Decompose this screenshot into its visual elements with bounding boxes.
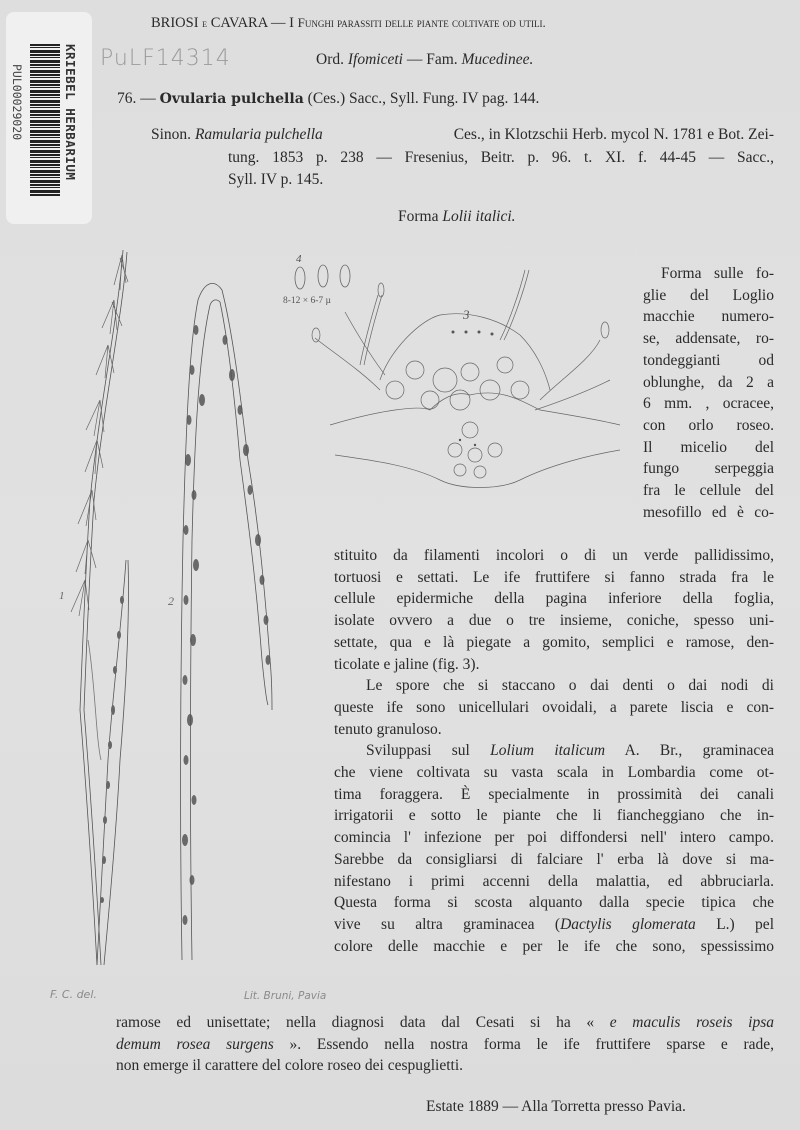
body-line: Sarebbe da consigliarsi di falciare l' erba là dove si ma- (334, 850, 774, 868)
body-line: non emerge il carattere del colore roseo dei cespuglietti. (116, 1057, 464, 1075)
figure-3-leaf-section (312, 270, 620, 488)
body-line: Le spore che si staccano o dai denti o dai nodi di (366, 677, 774, 695)
host-name: Dactylis glomerata (560, 915, 696, 933)
running-title-author-b: CAVARA — I (210, 15, 294, 31)
body-line: che viene coltivata su vasta scala in Lombardia come ot- (334, 764, 774, 782)
body-line: queste ife sono unicellulari ovoidali, a parete liscia e con- (334, 698, 774, 716)
synonymy-line-1 (151, 125, 774, 145)
figure-2-spotted-leaf (181, 283, 272, 960)
side-line: con orlo roseo. (643, 416, 774, 434)
body-line: isolate ovvero a due o tre insieme, coniche, spesso uni- (334, 612, 774, 630)
body-text (334, 545, 774, 957)
order-prefix: Ord. (316, 51, 344, 68)
body-text-wide (116, 1012, 774, 1077)
side-line: Forma sulle fo- (661, 265, 774, 282)
body-line-quote (116, 1012, 774, 1034)
body-fragment: ». Essendo nella nostra forma le ife fruttifere sparse e rade, (289, 1035, 775, 1053)
synonymy-continued (228, 147, 774, 190)
side-line: se, addensate, ro- (643, 330, 774, 348)
species-name: Ovularia pulchella (159, 91, 304, 107)
figure-4-label: 4 (296, 253, 302, 265)
synonymy-ref-3: Syll. IV p. 145. (228, 170, 324, 188)
illustrator-credit: F. C. del. (50, 988, 97, 1001)
side-line: fra le cellule del (643, 482, 774, 500)
side-line: glie del Loglio (643, 286, 774, 304)
body-line: stituito da filamenti incolori o di un verde pallidissimo, (334, 547, 774, 564)
body-line: comincia l' infezione per poi diffondersi nell' intero campo. (334, 829, 774, 847)
host-name: Lolium italicum (490, 742, 606, 760)
figure-3-label: 3 (463, 307, 470, 322)
running-title-conj: e (202, 18, 208, 30)
synonymy-prefix: Sinon. (151, 126, 192, 143)
side-column-text (643, 263, 774, 523)
herbarium-label (6, 12, 92, 224)
body-line: nifestano i primi accenni della malattia, ed abbruciarla. (334, 872, 774, 890)
barcode (30, 44, 60, 196)
body-line: settate, qua e là piegate a gomito, semplici e ramose, den- (334, 633, 774, 651)
body-fragment: L.) pel (716, 915, 774, 933)
family-name: Mucedinee. (461, 51, 534, 68)
body-line-lolium (334, 740, 774, 762)
body-fragment: A. Br., graminacea (624, 742, 775, 760)
forma-name: Lolii italici. (442, 208, 516, 225)
body-fragment: ramose ed unisettate; nella diagnosi data dal Cesati si ha « (116, 1014, 595, 1031)
order-name: Ifomiceti (347, 51, 403, 68)
body-line: colore delle macchie e per le ife che sono, spessissimo (334, 937, 774, 955)
body-line: irrigatorii e sotto le piante che li fiancheggiano che in- (334, 807, 774, 825)
entry-number: 76. — (117, 90, 156, 107)
side-line: macchie numero- (643, 308, 774, 326)
body-line: tenuto granuloso. (334, 720, 442, 738)
side-line: tondeggianti od (643, 351, 774, 369)
body-line: tortuosi e settati. Le ife fruttifere si fanno strada fra le (334, 568, 774, 586)
handwritten-accession: PuLF14314 (100, 46, 231, 71)
synonymy-ref-2: tung. 1853 p. 238 — Fresenius, Beitr. p. 96. t. XI. f. 44-45 — Sacc., (228, 149, 774, 166)
figure-1-leaf-blade (97, 560, 128, 965)
running-title-author-a: BRIOSI (151, 15, 199, 31)
forma-heading (398, 207, 516, 227)
side-line: 6 mm. , ocracee, (643, 395, 774, 413)
body-fragment: vive su altra graminacea ( (334, 915, 561, 933)
running-title (151, 13, 546, 34)
collection-data: Estate 1889 — Alla Torretta presso Pavia. (426, 1098, 686, 1115)
body-line: ticolate e jaline (fig. 3). (334, 655, 480, 673)
body-line: Questa forma si scosta alquanto dalla specie tipica che (334, 894, 774, 912)
synonym-name: Ramularia pulchella (194, 126, 323, 143)
figure-4-spores (295, 265, 350, 289)
body-line: cellule epidermiche della pagina inferiore della foglia, (334, 590, 774, 608)
barcode-id: PUL00029020 (10, 64, 24, 141)
body-fragment: Sviluppasi sul (366, 742, 470, 760)
running-title-work: Funghi parassiti delle piante coltivate od utili. (297, 15, 546, 30)
forma-prefix: Forma (398, 208, 439, 225)
taxonomy-line (316, 50, 533, 70)
side-line: fungo serpeggia (643, 460, 774, 478)
side-line: oblunghe, da 2 a (643, 373, 774, 391)
body-line-quote-end (116, 1034, 774, 1056)
herbarium-name: KRIEBEL HERBARIUM (63, 44, 78, 181)
figure-1-label: 1 (59, 590, 65, 602)
latin-quote: e maculis roseis ipsa (609, 1014, 774, 1031)
latin-quote: demum rosea surgens (116, 1035, 274, 1053)
body-line-dactylis (334, 914, 774, 936)
species-authority: (Ces.) Sacc., Syll. Fung. IV pag. 144. (307, 90, 540, 107)
figure-1-grass-spike (71, 250, 128, 965)
figure-2-label: 2 (168, 594, 174, 608)
family-prefix: — Fam. (406, 51, 458, 68)
figure-4-scale: 8-12 × 6-7 µ (283, 296, 332, 306)
side-line: Il micelio del (643, 438, 774, 456)
body-line: tima foraggera. È specialmente in prossimità dei canali (334, 785, 774, 803)
species-entry (117, 89, 539, 109)
lithographer-credit: Lit. Bruni, Pavia (244, 990, 327, 1002)
side-line: mesofillo ed è co- (643, 503, 774, 521)
synonymy-ref-1: Ces., in Klotzschii Herb. mycol N. 1781 e Bot. Zei- (453, 126, 774, 143)
